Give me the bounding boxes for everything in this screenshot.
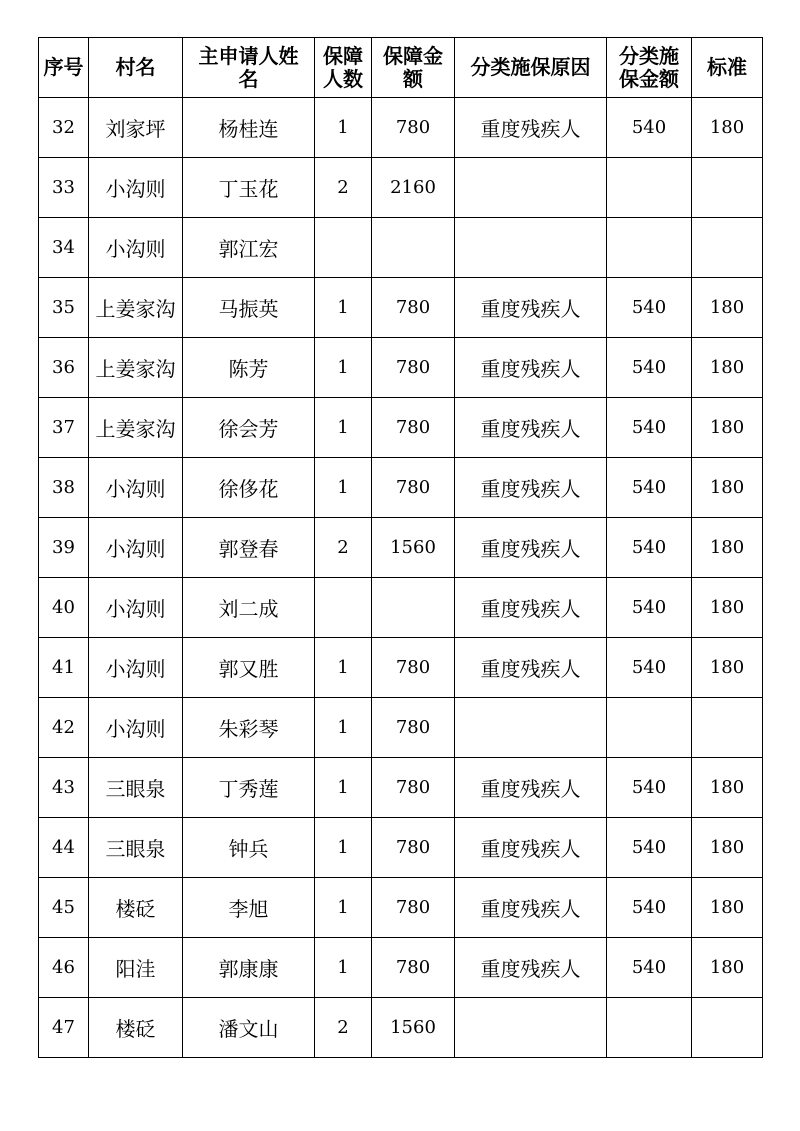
cell-village: 楼砭 [89,998,183,1058]
cell-class-amount: 540 [607,278,692,338]
cell-amount: 780 [372,398,455,458]
cell-village: 小沟则 [89,218,183,278]
table-row [39,218,763,278]
header-reason: 分类施保原因 [455,38,607,98]
cell-applicant: 刘二成 [183,578,315,638]
cell-village: 三眼泉 [89,758,183,818]
header-count: 保障人数 [315,38,372,98]
cell-seq: 44 [39,818,89,878]
cell-seq: 40 [39,578,89,638]
cell-seq: 47 [39,998,89,1058]
cell-class-amount [607,158,692,218]
cell-village: 阳洼 [89,938,183,998]
cell-count [315,218,372,278]
table-row [39,758,763,818]
cell-reason: 重度残疾人 [455,458,607,518]
cell-count: 1 [315,938,372,998]
header-row [39,38,763,98]
cell-reason: 重度残疾人 [455,98,607,158]
cell-standard [692,158,763,218]
cell-count: 1 [315,878,372,938]
cell-amount: 780 [372,878,455,938]
cell-seq: 46 [39,938,89,998]
cell-amount: 1560 [372,998,455,1058]
cell-applicant: 郭登春 [183,518,315,578]
cell-village: 小沟则 [89,158,183,218]
cell-applicant: 朱彩琴 [183,698,315,758]
cell-class-amount: 540 [607,638,692,698]
cell-applicant: 钟兵 [183,818,315,878]
cell-count: 2 [315,158,372,218]
cell-applicant: 徐侈花 [183,458,315,518]
cell-amount: 780 [372,698,455,758]
cell-seq: 39 [39,518,89,578]
table-row [39,458,763,518]
header-applicant: 主申请人姓名 [183,38,315,98]
cell-amount: 780 [372,338,455,398]
cell-applicant: 杨桂连 [183,98,315,158]
cell-amount [372,218,455,278]
cell-count: 1 [315,698,372,758]
cell-count: 1 [315,458,372,518]
cell-standard: 180 [692,278,763,338]
cell-village: 刘家坪 [89,98,183,158]
table-row [39,878,763,938]
cell-reason: 重度残疾人 [455,338,607,398]
cell-seq: 37 [39,398,89,458]
cell-class-amount [607,698,692,758]
cell-reason: 重度残疾人 [455,938,607,998]
cell-applicant: 丁秀莲 [183,758,315,818]
cell-seq: 34 [39,218,89,278]
cell-reason [455,698,607,758]
cell-village: 上姜家沟 [89,398,183,458]
cell-seq: 33 [39,158,89,218]
cell-class-amount: 540 [607,578,692,638]
table-row [39,278,763,338]
cell-amount: 780 [372,758,455,818]
table-row [39,158,763,218]
cell-standard: 180 [692,518,763,578]
cell-village: 上姜家沟 [89,338,183,398]
cell-standard [692,698,763,758]
cell-amount: 780 [372,278,455,338]
cell-count [315,578,372,638]
cell-standard [692,998,763,1058]
cell-class-amount: 540 [607,518,692,578]
cell-reason [455,998,607,1058]
cell-amount: 780 [372,458,455,518]
cell-seq: 41 [39,638,89,698]
cell-class-amount: 540 [607,878,692,938]
cell-class-amount: 540 [607,938,692,998]
cell-standard: 180 [692,578,763,638]
cell-class-amount: 540 [607,458,692,518]
table-body [39,98,763,1058]
table-row [39,998,763,1058]
cell-seq: 35 [39,278,89,338]
cell-standard: 180 [692,878,763,938]
cell-class-amount: 540 [607,818,692,878]
cell-standard: 180 [692,458,763,518]
header-amount: 保障金额 [372,38,455,98]
cell-count: 1 [315,758,372,818]
cell-reason: 重度残疾人 [455,638,607,698]
cell-village: 小沟则 [89,698,183,758]
cell-village: 小沟则 [89,578,183,638]
cell-village: 小沟则 [89,518,183,578]
cell-standard: 180 [692,818,763,878]
cell-reason: 重度残疾人 [455,518,607,578]
cell-applicant: 潘文山 [183,998,315,1058]
cell-count: 2 [315,998,372,1058]
table-row [39,818,763,878]
table-row [39,578,763,638]
cell-standard: 180 [692,938,763,998]
table-row [39,398,763,458]
cell-amount: 780 [372,818,455,878]
cell-class-amount: 540 [607,338,692,398]
table-row [39,338,763,398]
cell-count: 2 [315,518,372,578]
cell-applicant: 李旭 [183,878,315,938]
cell-reason: 重度残疾人 [455,818,607,878]
cell-count: 1 [315,398,372,458]
cell-reason [455,218,607,278]
cell-seq: 36 [39,338,89,398]
cell-standard: 180 [692,338,763,398]
cell-count: 1 [315,338,372,398]
cell-amount [372,578,455,638]
cell-reason: 重度残疾人 [455,878,607,938]
assistance-roster-table [38,37,763,1058]
table-row [39,98,763,158]
cell-applicant: 郭康康 [183,938,315,998]
header-village: 村名 [89,38,183,98]
cell-count: 1 [315,98,372,158]
cell-seq: 38 [39,458,89,518]
table-row [39,638,763,698]
cell-applicant: 郭又胜 [183,638,315,698]
cell-class-amount: 540 [607,398,692,458]
cell-standard: 180 [692,398,763,458]
cell-applicant: 徐会芳 [183,398,315,458]
table-row [39,698,763,758]
cell-class-amount [607,998,692,1058]
cell-count: 1 [315,818,372,878]
cell-reason: 重度残疾人 [455,758,607,818]
cell-reason: 重度残疾人 [455,578,607,638]
cell-reason: 重度残疾人 [455,278,607,338]
cell-village: 上姜家沟 [89,278,183,338]
cell-class-amount [607,218,692,278]
cell-village: 小沟则 [89,458,183,518]
cell-applicant: 丁玉花 [183,158,315,218]
cell-count: 1 [315,638,372,698]
cell-seq: 45 [39,878,89,938]
cell-amount: 780 [372,938,455,998]
cell-seq: 42 [39,698,89,758]
cell-amount: 780 [372,638,455,698]
cell-standard: 180 [692,758,763,818]
cell-amount: 780 [372,98,455,158]
cell-class-amount: 540 [607,98,692,158]
cell-standard: 180 [692,638,763,698]
cell-applicant: 马振英 [183,278,315,338]
cell-standard: 180 [692,98,763,158]
cell-village: 三眼泉 [89,818,183,878]
cell-applicant: 郭江宏 [183,218,315,278]
cell-standard [692,218,763,278]
cell-applicant: 陈芳 [183,338,315,398]
table-row [39,938,763,998]
cell-village: 楼砭 [89,878,183,938]
cell-seq: 43 [39,758,89,818]
cell-seq: 32 [39,98,89,158]
cell-village: 小沟则 [89,638,183,698]
cell-reason: 重度残疾人 [455,398,607,458]
header-class-amount: 分类施保金额 [607,38,692,98]
header-standard: 标准 [692,38,763,98]
cell-amount: 1560 [372,518,455,578]
cell-class-amount: 540 [607,758,692,818]
table-row [39,518,763,578]
cell-amount: 2160 [372,158,455,218]
cell-reason [455,158,607,218]
cell-count: 1 [315,278,372,338]
header-seq: 序号 [39,38,89,98]
